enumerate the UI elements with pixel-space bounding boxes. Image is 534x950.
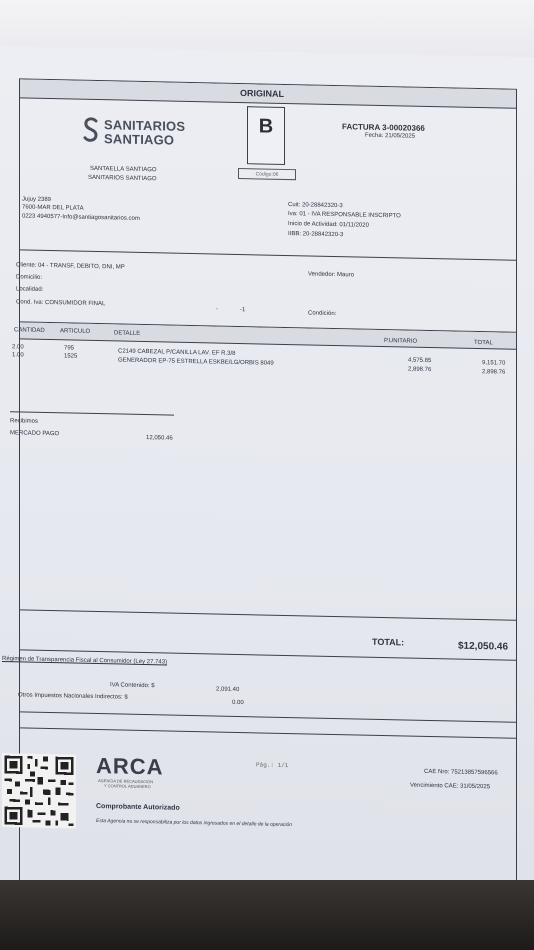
company-contact: 0223 4940577-Info@santiagosanitarios.com: [22, 213, 140, 222]
divider: [20, 711, 516, 722]
col-articulo: ARTICULO: [60, 328, 91, 335]
client-cliente: Cliente: 04 - TRANSF, DEBITO, DNI, MP: [16, 262, 125, 271]
col-total: TOTAL: [474, 339, 493, 347]
payments-label: Recibimos: [10, 418, 39, 425]
company-address-2: 7600-MAR DEL PLATA: [22, 204, 84, 212]
divider: [20, 249, 516, 260]
payments-method: MERCADO PAGO: [10, 430, 60, 438]
logo-text-line2: SANTIAGO: [104, 131, 175, 148]
invoice-frame: [2, 78, 517, 913]
invoice-date: Fecha: 21/05/2025: [365, 132, 416, 140]
invoice-code: Código:06: [238, 168, 296, 180]
payments-rule: [10, 411, 174, 415]
arca-sub2: Y CONTROL ADUANERO: [104, 783, 151, 790]
company-name-2: SANITARIOS SANTIAGO: [88, 174, 157, 183]
client-dash: -: [216, 306, 218, 313]
company-address-1: Jujuy 2389: [22, 196, 52, 204]
client-vendedor: Vendedor: Mauro: [308, 271, 355, 279]
original-label: ORIGINAL: [240, 88, 284, 99]
col-unitario: P.UNITARIO: [384, 338, 418, 345]
invoice-inicio: Inicio de Actividad: 01/11/2020: [288, 221, 369, 229]
row-total: 2,898.76: [482, 369, 506, 376]
client-cond-iva: Cond. Iva: CONSUMIDOR FINAL: [16, 299, 106, 308]
fiscal-iva-label: IVA Contenido: $: [110, 682, 155, 690]
row-total: 9,151.70: [482, 360, 506, 367]
col-detalle: DETALLE: [114, 330, 141, 337]
invoice-paper: [0, 46, 534, 925]
invoice-title: FACTURA 3-00020366: [342, 122, 425, 133]
table-surface: [0, 880, 534, 950]
page-number: Pág.: 1/1: [256, 761, 289, 770]
arca-disclaimer: Esta Agencia no se responsabiliza por los datos ingresados en el detalle de la operación: [96, 818, 293, 829]
col-cantidad: CANTIDAD: [14, 327, 45, 334]
client-minus-one: -1: [240, 307, 246, 314]
row-unitario: 2,898.76: [408, 366, 432, 374]
total-label: TOTAL:: [372, 636, 405, 648]
client-domicilio: Domicilio:: [16, 274, 43, 281]
arca-sub1: AGENCIA DE RECAUDACIÓN: [98, 778, 154, 785]
fiscal-regime: Régimen de Transparencia Fiscal al Consumidor (Ley 27.743): [2, 656, 168, 666]
company-name-1: SANTAELLA SANTIAGO: [90, 165, 157, 174]
arca-logo: ARCA: [96, 753, 164, 780]
invoice-iibb: IIBB: 20-28842320-3: [288, 231, 344, 239]
row-detalle: C2149 CABEZAL P/CANILLA LAV. EF R.3/8: [118, 348, 236, 357]
client-localidad: Localidad:: [16, 286, 44, 293]
divider: [20, 609, 516, 620]
total-value: $12,050.46: [458, 640, 509, 653]
divider: [20, 727, 516, 738]
row-articulo: 1525: [64, 353, 78, 360]
row-cantidad: 1.00: [12, 352, 24, 359]
row-unitario: 4,575.85: [408, 357, 432, 365]
comprobante-autorizado: Comprobante Autorizado: [96, 803, 180, 812]
row-cantidad: 2.00: [12, 344, 24, 351]
fiscal-otros-label: Otros Impuestos Nacionales Indirectos: $: [18, 692, 128, 701]
invoice-letter: B: [258, 115, 274, 138]
logo-text-line1: SANITARIOS: [104, 117, 186, 134]
sanitarios-logo-icon: [82, 117, 100, 143]
row-detalle: GENERADOR EP-75 ESTRELLA ESKBE/LG/ORBIS 8049: [118, 357, 274, 367]
invoice-cuit: Cuit: 20-28842320-3: [288, 202, 343, 210]
client-condicion: Condición:: [308, 310, 337, 318]
cae-vencimiento: Vencimiento CAE: 31/05/2025: [410, 782, 491, 791]
fiscal-otros-value: 0.00: [232, 699, 244, 707]
invoice-iva: Iva: 01 - IVA RESPONSABLE INSCRIPTO: [288, 211, 401, 220]
row-articulo: 795: [64, 345, 75, 352]
fiscal-iva-value: 2,091.40: [216, 686, 240, 694]
qr-code-icon: [2, 753, 76, 829]
cae-number: CAE Nro: 75213857596566: [424, 768, 498, 777]
invoice-letter-box: [247, 106, 285, 165]
payments-amount: 12,050.46: [146, 435, 173, 442]
